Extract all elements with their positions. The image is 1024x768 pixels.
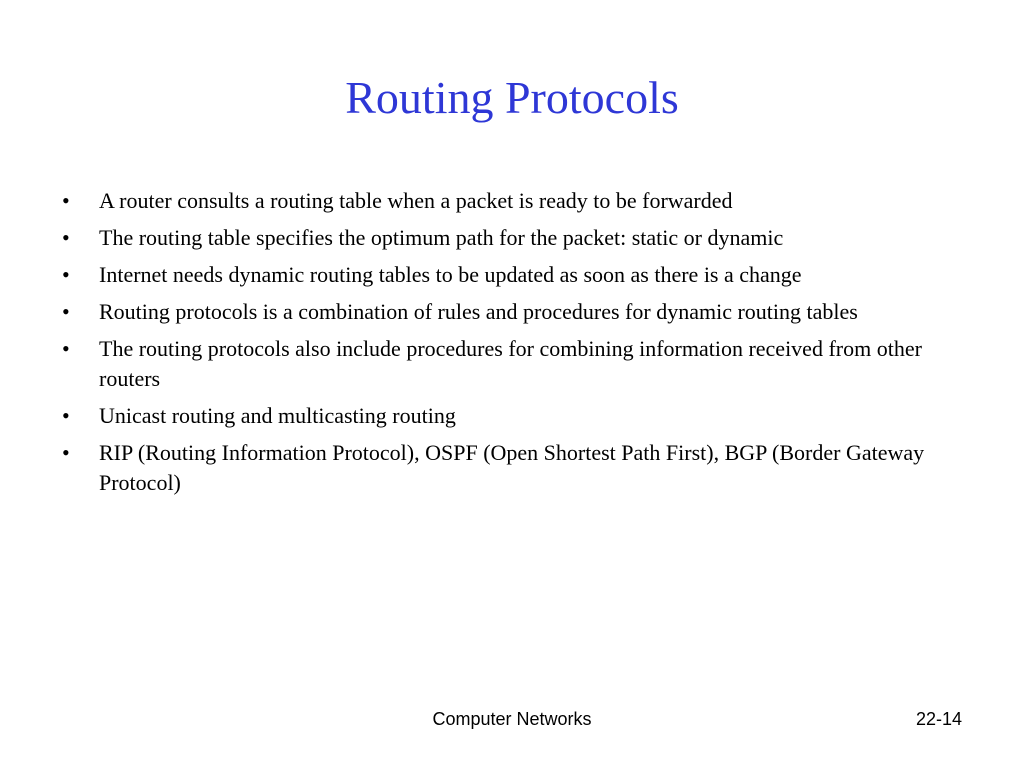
bullet-item: [62, 438, 962, 498]
bullet-text: RIP (Routing Information Protocol), OSPF (Open Shortest Path First), BGP (Border Gateway Protocol): [99, 440, 925, 495]
bullet-icon: •: [62, 440, 70, 465]
bullet-text: The routing protocols also include procedures for combining information received from other routers: [99, 336, 922, 391]
bullet-text: Unicast routing and multicasting routing: [99, 403, 456, 428]
bullet-text: The routing table specifies the optimum path for the packet: static or dynamic: [99, 225, 784, 250]
bullet-item: [62, 401, 962, 431]
bullet-text: Internet needs dynamic routing tables to be updated as soon as there is a change: [99, 262, 802, 287]
footer-text: Computer Networks: [432, 709, 592, 729]
page-number: 22-14: [915, 709, 962, 729]
bullet-icon: •: [62, 299, 70, 324]
bullet-icon: •: [62, 403, 70, 428]
bullet-icon: •: [62, 225, 70, 250]
bullet-text: Routing protocols is a combination of rules and procedures for dynamic routing tables: [99, 299, 858, 324]
bullet-item: [62, 186, 962, 216]
bullet-item: [62, 260, 962, 290]
bullet-text: A router consults a routing table when a packet is ready to be forwarded: [99, 188, 733, 213]
bullet-icon: •: [62, 336, 70, 361]
bullet-item: [62, 334, 962, 394]
bullet-icon: •: [62, 262, 70, 287]
bullet-list: [62, 186, 962, 505]
bullet-item: [62, 223, 962, 253]
bullet-icon: •: [62, 188, 70, 213]
bullet-item: [62, 297, 962, 327]
slide-title: Routing Protocols: [345, 72, 679, 123]
